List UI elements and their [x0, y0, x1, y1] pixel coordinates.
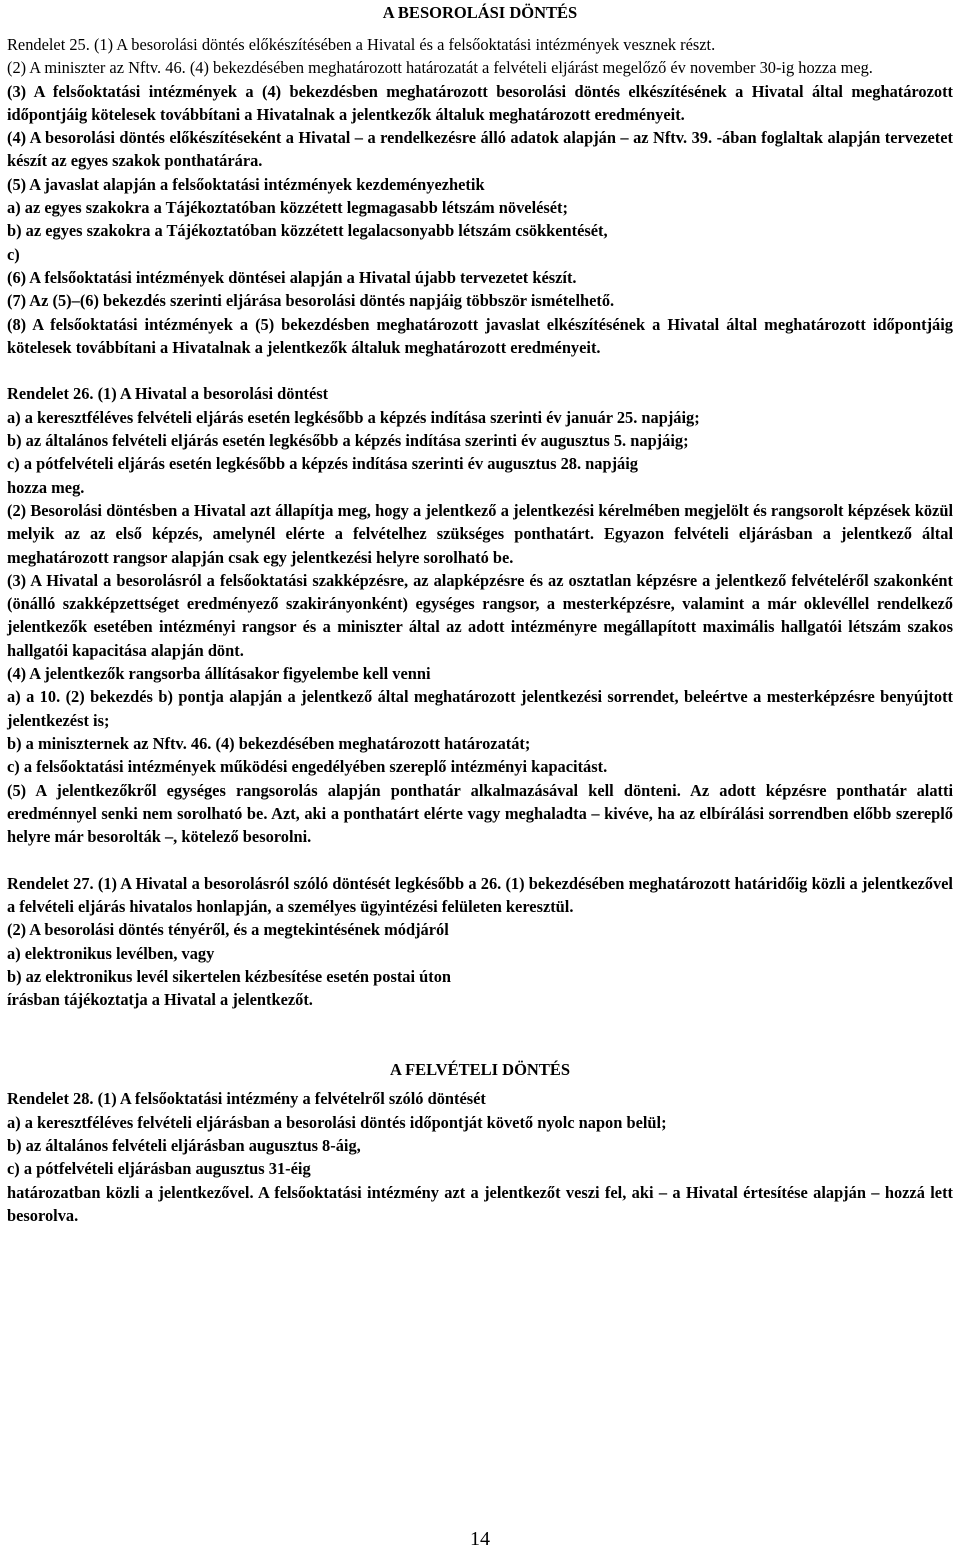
r26-paragraph-1d: hozza meg. [7, 477, 85, 497]
r26-paragraph-2: (2) Besorolási döntésben a Hivatal azt állapítja meg, hogy a jelentkező a jelentkezési kérelmében megjelölt és rangsorolt képzések közül melyik az az első képzés, amelynél elérte a felvételhez szükséges ponthatárt. Egyazon felvételi eljárásban a jelentkező által meghatározott rangsor alapján csak egy jelentkezési helyre sorolható be. [7, 500, 953, 567]
r28-paragraph-1: Rendelet 28. (1) A felsőoktatási intézmény a felvételről szóló döntését [7, 1089, 486, 1109]
r25-paragraph-2: (2) A miniszter az Nftv. 46. (4) bekezdésében meghatározott határozatát a felvételi eljárást megelőző év november 30-ig hozza meg. [7, 58, 873, 78]
r27-paragraph-2c: írásban tájékoztatja a Hivatal a jelentkezőt. [7, 990, 313, 1010]
r25-paragraph-5c: c) [7, 244, 20, 264]
section-heading-besorolasi: A BESOROLÁSI DÖNTÉS [382, 3, 578, 22]
document-page [7, 0, 953, 1227]
rendelet-28 [7, 1087, 953, 1227]
rendelet-25 [7, 33, 953, 359]
r25-paragraph-5b: b) az egyes szakokra a Tájékoztatóban közzétett legalacsonyabb létszám csökkentését, [7, 221, 608, 241]
r25-paragraph-5: (5) A javaslat alapján a felsőoktatási intézmények kezdeményezhetik [7, 174, 485, 194]
r26-paragraph-1: Rendelet 26. (1) A Hivatal a besorolási döntést [7, 384, 329, 404]
r25-paragraph-7: (7) Az (5)–(6) bekezdés szerinti eljárása besorolási döntés napjáig többször ismételhető. [7, 291, 615, 311]
r25-paragraph-1: Rendelet 25. (1) A besorolási döntés előkészítésében a Hivatal és a felsőoktatási intézmények vesznek részt. [7, 35, 716, 54]
r26-paragraph-1b: b) az általános felvételi eljárás esetén legkésőbb a képzés indítása szerinti év augusztus 5. napjáig; [7, 431, 689, 451]
rendelet-26 [7, 382, 953, 848]
r27-paragraph-2: (2) A besorolási döntés tényéről, és a megtekintésének módjáról [7, 920, 449, 940]
r26-paragraph-3: (3) A Hivatal a besorolásról a felsőoktatási szakképzésre, az alapképzésre és az osztatlan képzésre a jelentkező felvételéről szakonként (önálló szakképzettséget eredményező szakirányonként) egységes rangsor, a mesterképzésre, valamint a már oklevéllel rendelkező jelentkezők esetében intézményi rangsor és a miniszter által az adott intézményre megállapított maximális hallgatói létszám szakos hallgatói kapacitása alapján dönt. [7, 570, 953, 660]
r28-paragraph-1c: c) a pótfelvételi eljárásban augusztus 31-éig [7, 1159, 311, 1179]
page-number: 14 [470, 1528, 490, 1550]
r27-paragraph-1: Rendelet 27. (1) A Hivatal a besorolásról szóló döntését legkésőbb a 26. (1) bekezdésében meghatározott határidőig közli a jelentkezővel a felvételi eljárás hivatalos honlapján, a személyes ügyintézési felületen keresztül. [7, 873, 953, 916]
section-heading-felveteli: A FELVÉTELI DÖNTÉS [389, 1060, 571, 1080]
r27-paragraph-2b: b) az elektronikus levél sikertelen kézbesítése esetén postai úton [7, 966, 452, 986]
r28-paragraph-1d: határozatban közli a jelentkezővel. A felsőoktatási intézmény azt a jelentkezőt veszi fel, aki – a Hivatal értesítése alapján – hozzá lett besorolva. [7, 1182, 953, 1225]
r28-paragraph-1b: b) az általános felvételi eljárásban augusztus 8-áig, [7, 1136, 361, 1156]
r28-paragraph-1a: a) a keresztféléves felvételi eljárásban a besorolási döntés időpontját követő nyolc napon belül; [7, 1112, 667, 1132]
r25-paragraph-4: (4) A besorolási döntés előkészítéseként a Hivatal – a rendelkezésre álló adatok alapján – az Nftv. 39. -ában foglaltak alapján tervezetet készít az egyes szakok ponthatárára. [7, 128, 953, 171]
r26-paragraph-4c: c) a felsőoktatási intézmények működési engedélyében szereplő intézményi kapacitást. [7, 757, 608, 777]
r27-paragraph-2a: a) elektronikus levélben, vagy [7, 943, 215, 963]
r25-paragraph-6: (6) A felsőoktatási intézmények döntései alapján a Hivatal újabb tervezetet készít. [7, 267, 577, 287]
r26-paragraph-4b: b) a miniszternek az Nftv. 46. (4) bekezdésében meghatározott határozatát; [7, 733, 531, 753]
r25-paragraph-8: (8) A felsőoktatási intézmények a (5) bekezdésben meghatározott javaslat elkészítésének a Hivatal által meghatározott időpontjáig kötelesek továbbítani a Hivatalnak a jelentkezők általuk meghatározott eredményeit. [7, 314, 953, 357]
r26-paragraph-5: (5) A jelentkezőkről egységes rangsorolás alapján ponthatár alkalmazásával kell dönteni. Az adott képzésre ponthatár alatti eredménnyel senki nem sorolható be. Azt, aki a ponthatárt elérte vagy meghaladta – kivéve, ha az elbírálási sorrendben előbb szereplő helyre már besorolták –, kötelező besorolni. [7, 780, 953, 847]
r25-paragraph-3: (3) A felsőoktatási intézmények a (4) bekezdésben meghatározott besorolási döntés elkészítésének a Hivatal által meghatározott időpontjáig kötelesek továbbítani a Hivatalnak a jelentkezők általuk meghatározott eredményeit. [7, 81, 953, 124]
rendelet-27 [7, 872, 953, 1012]
r26-paragraph-4a: a) a 10. (2) bekezdés b) pontja alapján a jelentkező által meghatározott jelentkezési sorrendet, beleértve a mesterképzésre benyújtott jelentkezést is; [7, 687, 953, 730]
r26-paragraph-4: (4) A jelentkezők rangsorba állításakor figyelembe kell venni [7, 664, 431, 684]
r26-paragraph-1c: c) a pótfelvételi eljárás esetén legkésőbb a képzés indítása szerinti év augusztus 28. napjáig [7, 454, 638, 474]
r26-paragraph-1a: a) a keresztféléves felvételi eljárás esetén legkésőbb a képzés indítása szerinti év január 25. napjáig; [7, 407, 700, 427]
r25-paragraph-5a: a) az egyes szakokra a Tájékoztatóban közzétett legmagasabb létszám növelését; [7, 198, 568, 218]
